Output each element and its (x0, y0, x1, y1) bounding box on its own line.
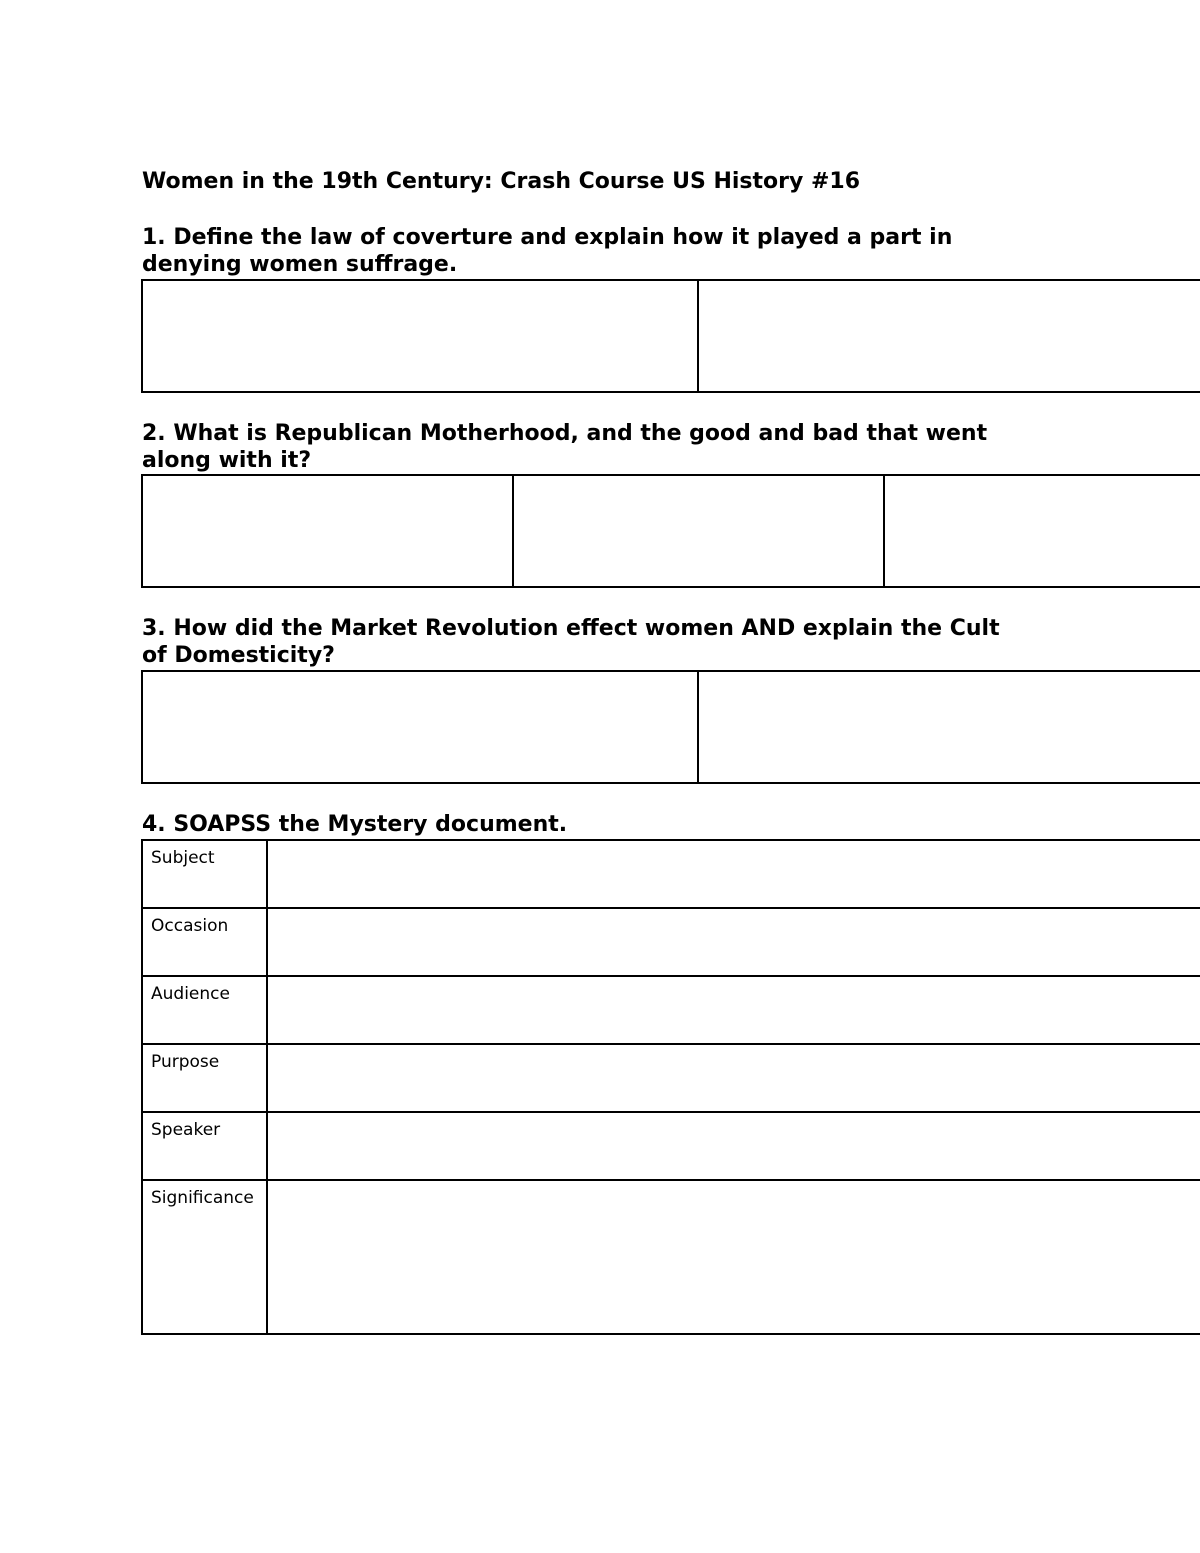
answer-cell[interactable] (142, 475, 513, 587)
question-1-answer-table (141, 279, 1200, 393)
worksheet-title: Women in the 19th Century: Crash Course US History #16 (142, 169, 861, 194)
soapss-answer-cell[interactable] (267, 1180, 1200, 1334)
soapss-row-speaker (142, 1112, 1200, 1180)
question-2-line-1: 2. What is Republican Motherhood, and the good and bad that went (142, 421, 988, 446)
soapss-answer-cell[interactable] (267, 908, 1200, 976)
answer-cell[interactable] (142, 280, 698, 392)
question-3-line-1: 3. How did the Market Revolution effect women AND explain the Cult (142, 616, 1000, 641)
soapss-label: Audience (142, 976, 267, 1044)
question-2 (142, 420, 987, 474)
soapss-answer-cell[interactable] (267, 1112, 1200, 1180)
soapss-label: Purpose (142, 1044, 267, 1112)
answer-cell[interactable] (142, 671, 698, 783)
soapss-label: Occasion (142, 908, 267, 976)
soapss-label: Significance (142, 1180, 267, 1334)
soapss-answer-cell[interactable] (267, 1044, 1200, 1112)
soapss-row-purpose (142, 1044, 1200, 1112)
question-3 (142, 615, 1000, 669)
question-1-line-1: 1. Define the law of coverture and explain how it played a part in (142, 225, 953, 250)
answer-cell[interactable] (698, 671, 1200, 783)
question-4-line-1: 4. SOAPSS the Mystery document. (142, 812, 568, 837)
soapss-label: Speaker (142, 1112, 267, 1180)
soapss-table (141, 839, 1200, 1335)
question-4 (142, 811, 567, 838)
soapss-row-audience (142, 976, 1200, 1044)
question-3-answer-table (141, 670, 1200, 784)
answer-cell[interactable] (884, 475, 1200, 587)
question-1 (142, 224, 952, 278)
soapss-answer-cell[interactable] (267, 840, 1200, 908)
answer-cell[interactable] (698, 280, 1200, 392)
soapss-row-significance (142, 1180, 1200, 1334)
question-3-line-2: of Domesticity? (142, 643, 335, 668)
question-2-line-2: along with it? (142, 448, 312, 473)
soapss-row-occasion (142, 908, 1200, 976)
soapss-answer-cell[interactable] (267, 976, 1200, 1044)
question-2-answer-table (141, 474, 1200, 588)
answer-cell[interactable] (513, 475, 884, 587)
soapss-label: Subject (142, 840, 267, 908)
soapss-row-subject (142, 840, 1200, 908)
question-1-line-2: denying women suffrage. (142, 252, 458, 277)
